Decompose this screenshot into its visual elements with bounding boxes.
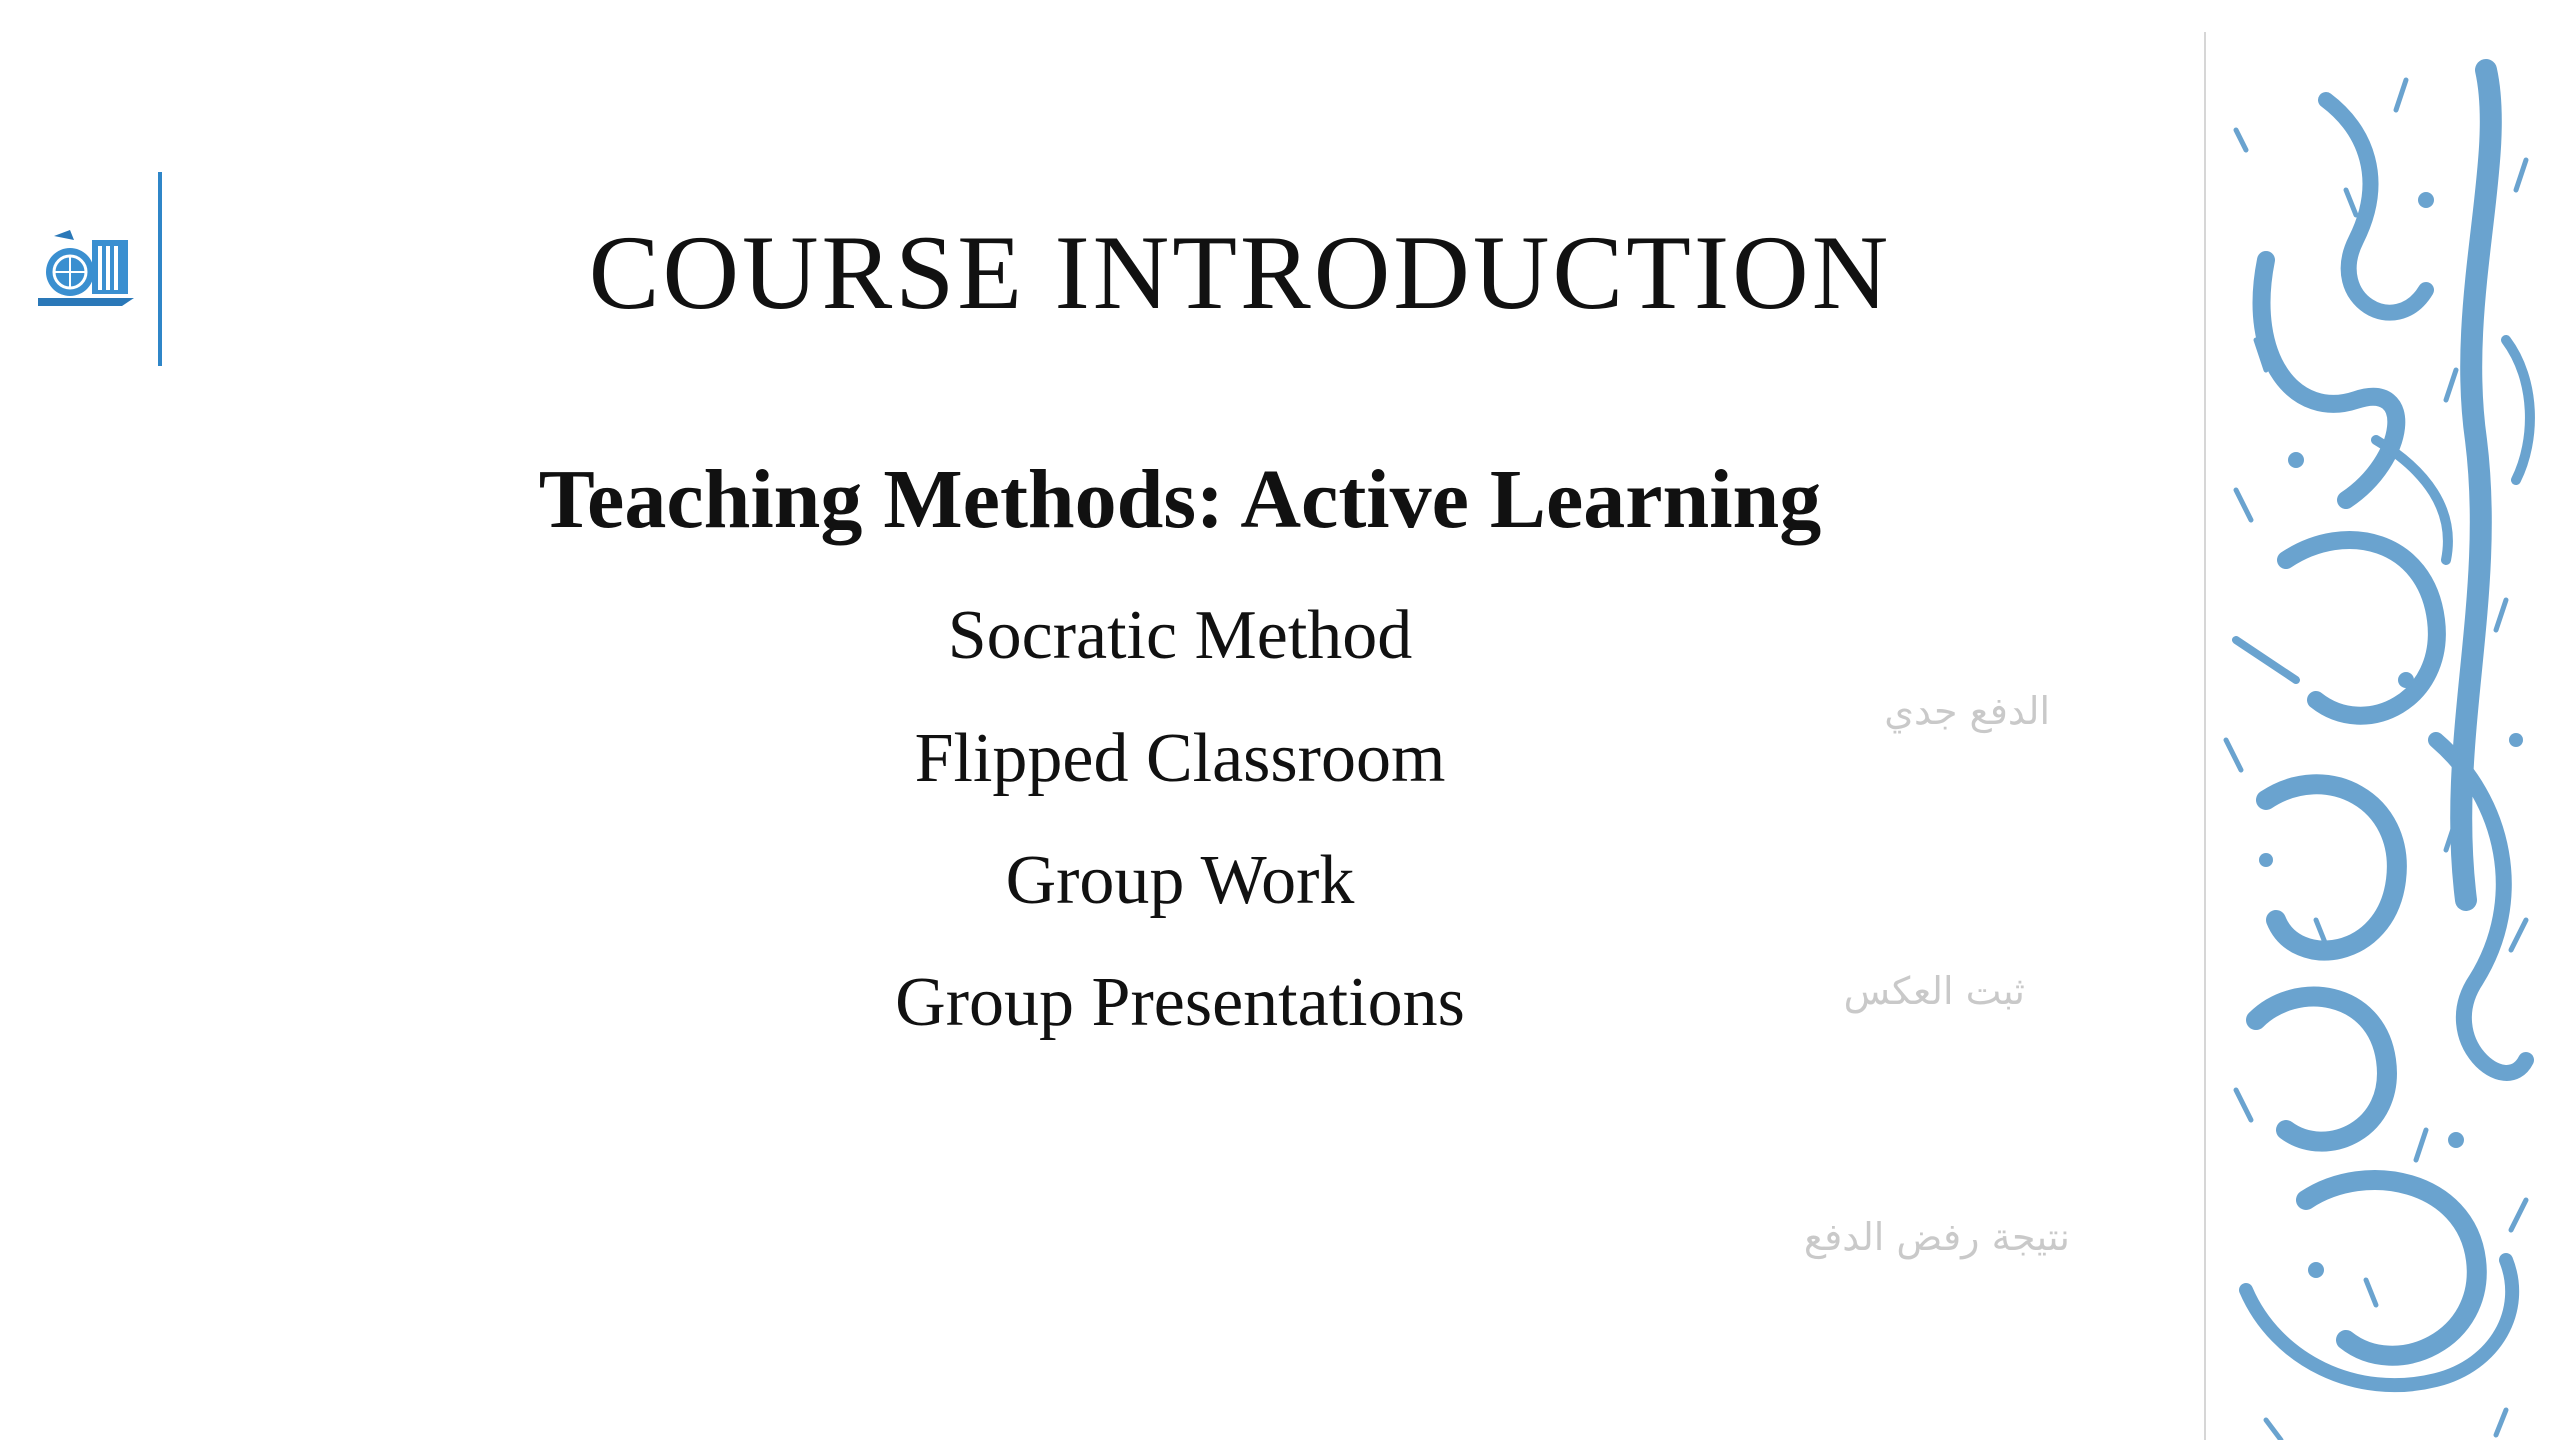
background-note: نتيجة رفض الدفع bbox=[1803, 1215, 2070, 1259]
slide-subtitle: Teaching Methods: Active Learning bbox=[538, 453, 1822, 546]
method-item: Flipped Classroom bbox=[914, 720, 1446, 797]
method-item: Group Work bbox=[1005, 842, 1355, 919]
background-note: ثبت العكس bbox=[1843, 969, 2025, 1013]
method-item: Socratic Method bbox=[947, 597, 1413, 674]
slide-title: COURSE INTRODUCTION bbox=[588, 214, 1892, 331]
arabic-calligraphy-decoration bbox=[2206, 40, 2560, 1440]
method-item: Group Presentations bbox=[895, 964, 1465, 1041]
university-logo-icon bbox=[34, 228, 138, 314]
logo-divider bbox=[158, 172, 162, 366]
background-note: الدفع جدي bbox=[1884, 689, 2050, 733]
